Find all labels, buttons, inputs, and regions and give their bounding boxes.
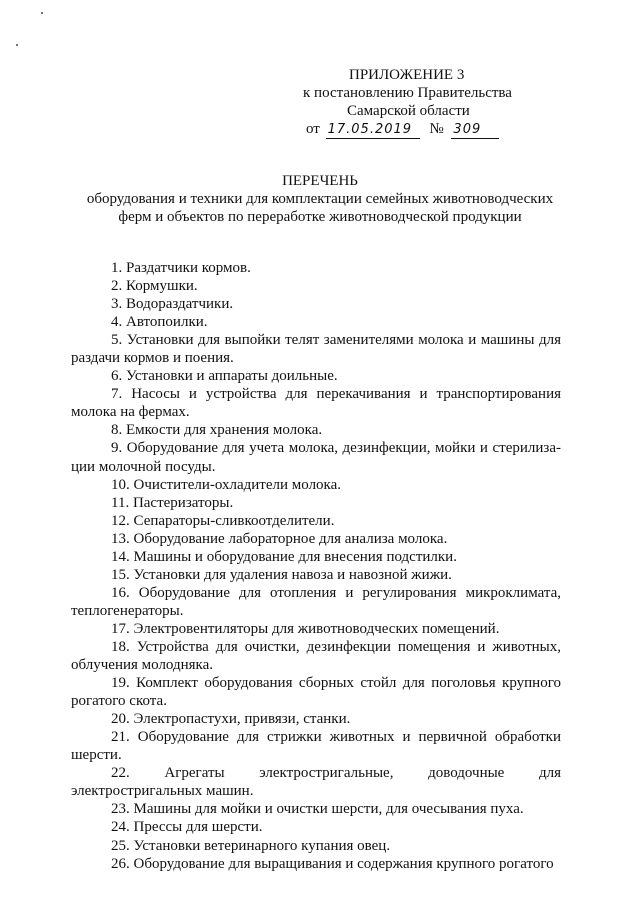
list-item: 14. Машины и оборудование для внесения подстилки.	[111, 548, 457, 565]
number-label: №	[429, 121, 444, 137]
appendix-title: ПРИЛОЖЕНИЕ 3	[349, 67, 465, 83]
list-item: 11. Пастеризаторы.	[111, 494, 234, 511]
list-item: 24. Прессы для шерсти.	[111, 819, 263, 836]
list-item: 13. Оборудование лабораторное для анализа молока.	[111, 530, 448, 547]
document-subtitle-line-1: оборудования и техники для комплектации семейных животноводческих	[86, 191, 554, 207]
list-item: 1. Раздатчики кормов.	[111, 260, 251, 276]
list-item: 2. Кормушки.	[111, 278, 198, 295]
number-handwritten: 309	[451, 122, 499, 139]
list-item: 20. Электропастухи, привязи, станки.	[111, 711, 351, 728]
equipment-list	[71, 259, 561, 873]
list-item: 3. Водораздатчики.	[111, 296, 234, 313]
list-item: 7. Насосы и устройства для перекачивания и транспортирования молока на фермах.	[71, 386, 561, 421]
document-subtitle-line-2: ферм и объектов по переработке животноводческой продукции	[118, 209, 522, 225]
list-item: 18. Устройства для очистки, дезинфекции помещения и животных, облучения молодняка.	[71, 638, 561, 674]
list-item: 10. Очистители-охладители молока.	[111, 476, 342, 493]
list-item: 21. Оборудование для стрижки животных и первичной обработки шерсти.	[71, 729, 561, 764]
list-item: 23. Машины для мойки и очистки шерсти, для очесывания пуха.	[111, 801, 524, 818]
appendix-line-2: Самарской области	[347, 103, 470, 119]
list-item: 8. Емкости для хранения молока.	[111, 422, 323, 439]
list-item: 19. Комплект оборудования сборных стойл для поголовья крупного рогатого скота.	[71, 675, 561, 710]
list-item: 5. Установки для выпойки телят заменителями молока и машины для раздачи кормов и поения.	[71, 332, 561, 367]
scan-speck	[41, 12, 43, 14]
document-heading: ПЕРЕЧЕНЬ	[282, 173, 358, 189]
list-item: 26. Оборудование для выращивания и содержания крупного рогатого	[111, 855, 554, 872]
list-item: 17. Электровентиляторы для животноводческих помещений.	[111, 620, 500, 637]
list-item: 4. Автопоилки.	[111, 314, 208, 331]
list-item: 9. Оборудование для учета молока, дезинфекции, мойки и стерилиза-ции молочной посуды.	[71, 440, 561, 475]
scan-speck	[16, 44, 18, 46]
list-item: 12. Сепараторы-сливкоотделители.	[111, 512, 335, 529]
appendix-line-1: к постановлению Правительства	[303, 85, 512, 101]
list-item: 22. Агрегаты электростригальные, доводочные для электростригальных машин.	[71, 765, 561, 800]
list-item: 25. Установки ветеринарного купания овец.	[111, 837, 391, 854]
appendix-date-line	[306, 120, 499, 139]
date-prefix: от	[306, 121, 320, 137]
date-handwritten: 17.05.2019	[326, 122, 420, 139]
list-item: 16. Оборудование для отопления и регулирования микроклимата, теплогенераторы.	[71, 584, 561, 619]
list-item: 6. Установки и аппараты доильные.	[111, 368, 338, 385]
list-item: 15. Установки для удаления навоза и навозной жижи.	[111, 566, 452, 583]
